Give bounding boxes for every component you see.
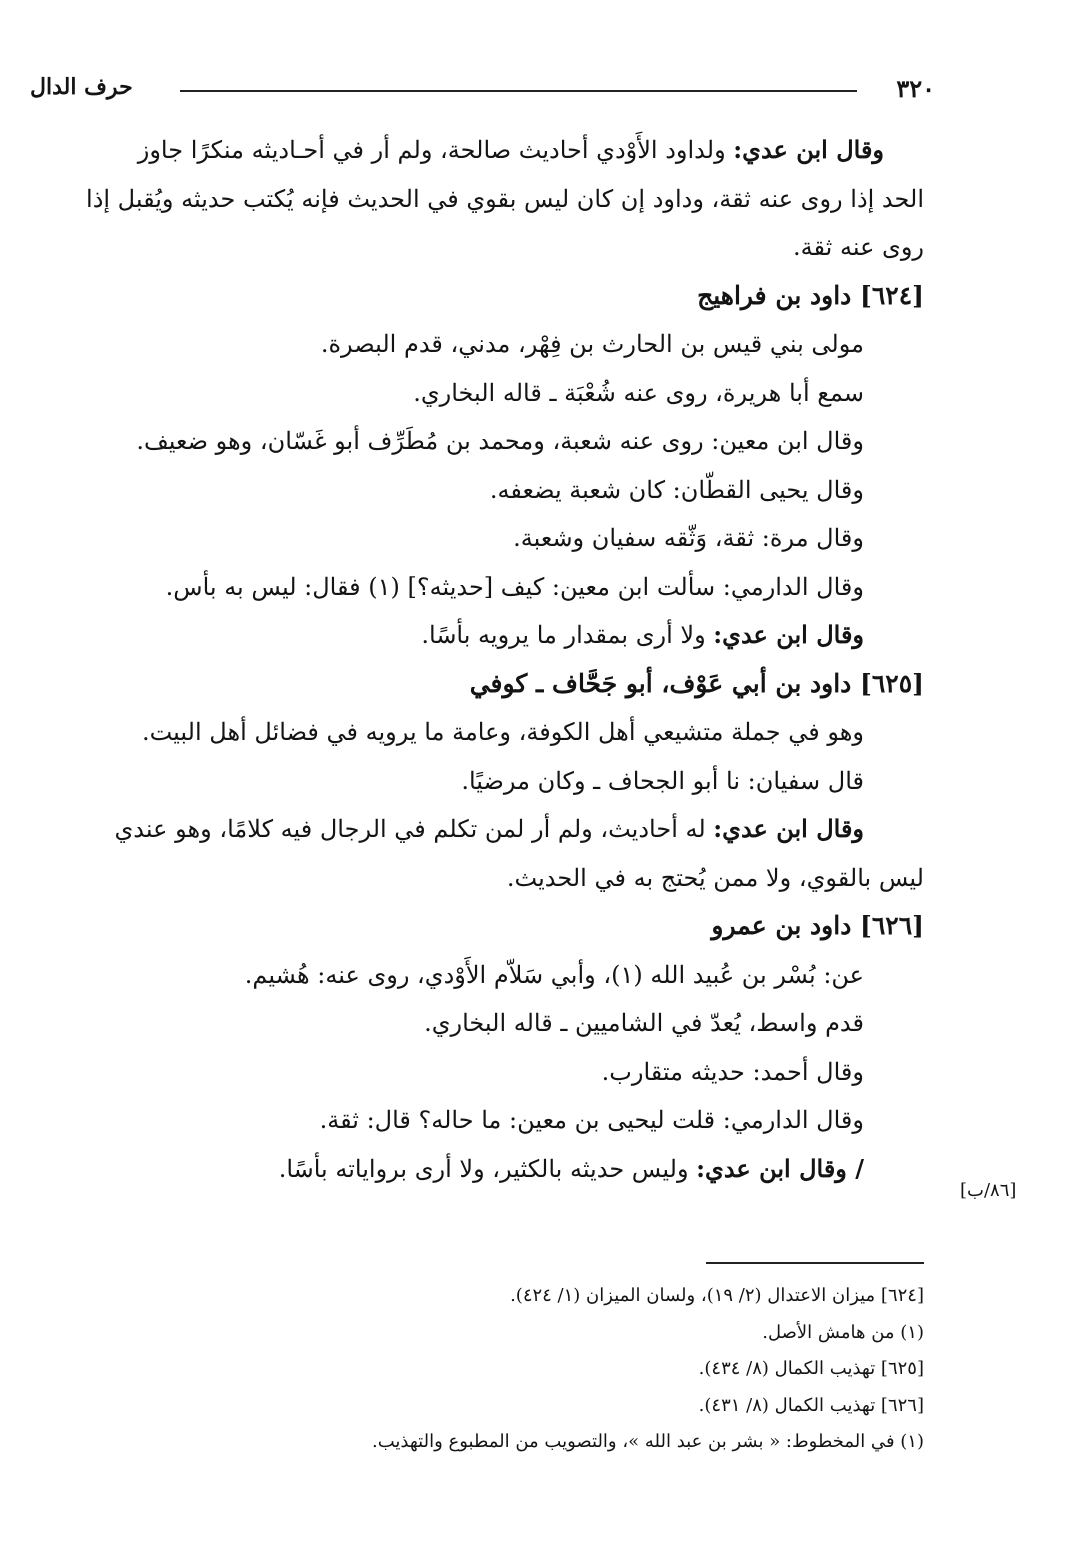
line-text: وقال يحيى القطّان: كان شعبة يضعفه. [489,475,864,504]
text-line [44,320,924,369]
running-header [30,72,935,106]
text-line [44,175,924,224]
main-text [44,126,924,1193]
line-text: وقال ابن معين: روى عنه شعبة، ومحمد بن مُطَرِّف أبو غَسّان، وهو ضعيف. [136,427,864,455]
text-line [44,708,924,757]
text-line [44,369,924,418]
line-text: الحد إذا روى عنه ثقة، وداود إن كان ليس بقوي في الحديث فإنه يُكتب حديثه ويُقبل إذا [86,184,924,213]
text-line [44,951,924,1000]
text-line [44,417,924,466]
line-text: مولى بني قيس بن الحارث بن فِهْر، مدني، قدم البصرة. [320,330,864,358]
entry-heading: [٦٢٤] داود بن فراهيج [697,280,924,310]
line-text: وقال الدارمي: قلت ليحيى بن معين: ما حاله؟ قال: ثقة. [319,1106,864,1134]
footnote: [٦٢٥] تهذيب الكمال (٨/ ٤٣٤). [698,1358,924,1379]
text-line [44,805,924,854]
footnote: (١) من هامش الأصل. [762,1321,924,1343]
entry-heading: [٦٢٥] داود بن أبي عَوْف، أبو جَحَّاف ـ كوفي [469,668,924,698]
page-number: ٣٢٠ [896,74,935,103]
text-line [44,1145,924,1194]
line-text: له أحاديث، ولم أر لمن تكلم في الرجال فيه كلامًا، وهو عندي [114,815,714,843]
bold-lead: / وقال ابن عدي: [696,1153,864,1183]
text-line [44,757,924,806]
line-text: قال سفيان: نا أبو الجحاف ـ وكان مرضيًا. [461,766,864,795]
line-text: قدم واسط، يُعدّ في الشاميين ـ قاله البخاري. [424,1009,864,1037]
line-text: سمع أبا هريرة، روى عنه شُعْبَة ـ قاله البخاري. [413,378,864,407]
line-text: وليس حديثه بالكثير، ولا أرى برواياته بأسًا. [278,1154,697,1183]
footnotes [224,1278,924,1461]
text-line [44,611,924,660]
text-line [44,854,924,903]
bold-lead: وقال ابن عدي: [713,620,864,649]
text-line [44,223,924,272]
manuscript-folio-note: [٨٦/ب] [960,1180,1017,1201]
entry-heading-626 [44,902,924,951]
bold-lead: وقال ابن عدي: [733,135,884,164]
entry-heading-625 [44,660,924,709]
line-text: ولداود الأَوْدي أحاديث صالحة، ولم أر في أحـاديثه منكرًا جاوز [137,136,734,164]
line-text: ولا أرى بمقدار ما يرويه بأسًا. [421,621,714,649]
line-text: وقال أحمد: حديثه متقارب. [601,1057,864,1086]
footnote: [٦٢٦] تهذيب الكمال (٨/ ٤٣١). [698,1394,924,1416]
text-line [44,999,924,1048]
bold-lead: وقال ابن عدي: [713,814,864,843]
line-text: عن: بُسْر بن عُبيد الله (١)، وأبي سَلاّم الأَوْدي، روى عنه: هُشيم. [244,960,864,989]
header-rule [180,90,857,92]
line-text: روى عنه ثقة. [793,233,924,261]
footnote-rule [706,1262,924,1264]
text-line [44,514,924,563]
text-line [44,563,924,612]
footnote: (١) في المخطوط: « بشر بن عبد الله »، والتصويب من المطبوع والتهذيب. [372,1431,924,1452]
chapter-title: حرف الدال [30,74,133,100]
line-text: وهو في جملة متشيعي أهل الكوفة، وعامة ما يرويه في فضائل أهل البيت. [141,718,864,746]
line-text: ليس بالقوي، ولا ممن يُحتج به في الحديث. [506,863,924,892]
footnote: [٦٢٤] ميزان الاعتدال (٢/ ١٩)، ولسان الميزان (١/ ٤٢٤). [510,1285,924,1306]
text-line [44,126,924,175]
entry-heading-624 [44,272,924,321]
text-line [44,1048,924,1097]
text-line [44,466,924,515]
line-text: وقال الدارمي: سألت ابن معين: كيف [حديثه؟] (١) فقال: ليس به بأس. [165,572,864,601]
line-text: وقال مرة: ثقة، وَثّقه سفيان وشعبة. [513,524,864,552]
text-line [44,1096,924,1145]
entry-heading: [٦٢٦] داود بن عمرو [711,911,924,940]
